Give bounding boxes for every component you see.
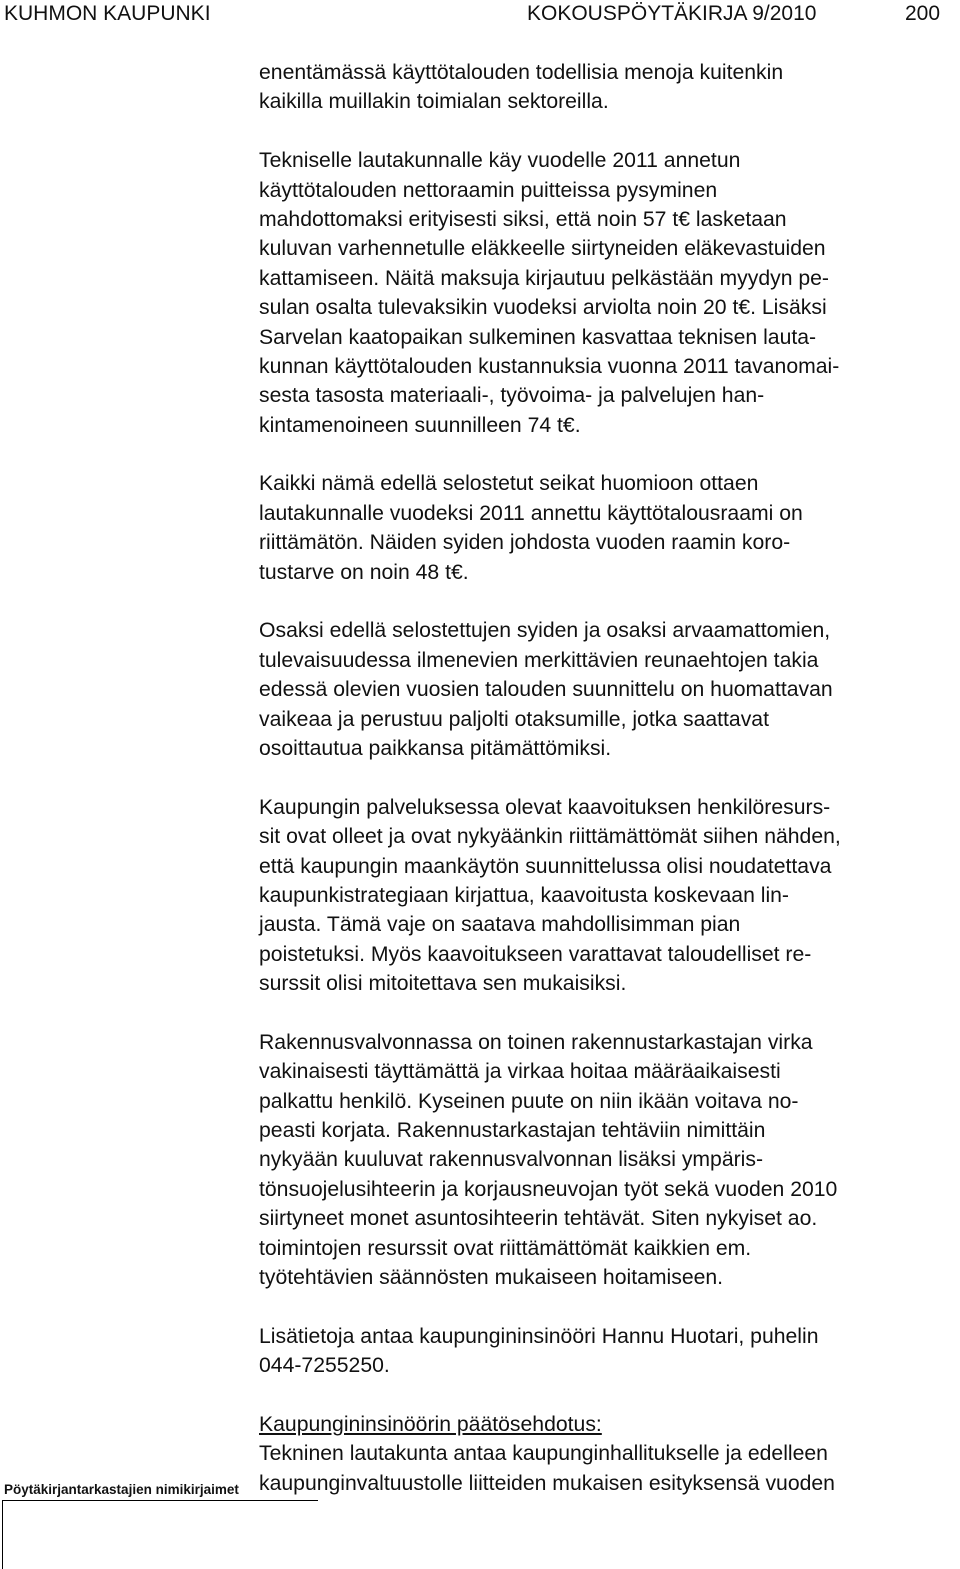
paragraph-gap (259, 1292, 959, 1321)
proposal-text-line: Tekninen lautakunta antaa kaupunginhallitukselle ja edelleen (259, 1442, 828, 1466)
text-line: enentämässä käyttötalouden todellisia menoja kuitenkin (259, 61, 784, 84)
proposal-text-line: kaupunginvaltuustolle liitteiden mukaisen esityksensä vuoden (259, 1471, 835, 1495)
paragraph (259, 1028, 959, 1293)
text-line: Lisätietoja antaa kaupungininsinööri Hannu Huotari, puhelin (259, 1324, 819, 1348)
paragraph-gap (259, 999, 959, 1028)
signature-label: Pöytäkirjantarkastajien nimikirjaimet (4, 1482, 239, 1497)
document-body (259, 58, 959, 1498)
text-line: riittämätön. Näiden syiden johdosta vuoden raamin koro- (259, 531, 791, 555)
text-line: Sarvelan kaatopaikan sulkeminen kasvattaa teknisen lauta- (259, 325, 817, 349)
text-line: että kaupungin maankäytön suunnittelussa olisi noudatettava (259, 854, 832, 878)
text-line: toimintojen resurssit ovat riittämättömät kaikkien em. (259, 1236, 752, 1260)
text-line: käyttötalouden nettoraamin puitteissa pysyminen (259, 178, 718, 202)
paragraph (259, 469, 959, 587)
text-line: Tekniselle lautakunnalle käy vuodelle 2011 annetun (259, 149, 741, 173)
proposal-heading: Kaupungininsinöörin päätösehdotus: (259, 1412, 602, 1436)
paragraph-gap (259, 763, 959, 792)
text-line: osoittautua paikkansa pitämättömiksi. (259, 736, 612, 760)
text-line: kattamiseen. Näitä maksuja kirjautuu pelkästään myydyn pe- (259, 266, 829, 290)
text-line: Kaikki nämä edellä selostetut seikat huomioon ottaen (259, 472, 759, 496)
paragraph (259, 616, 959, 763)
text-line: vakinaisesti täyttämättä ja virkaa hoitaa määräaikaisesti (259, 1060, 781, 1084)
signature-box (2, 1500, 318, 1569)
text-line: sit ovat olleet ja ovat nykyäänkin riittämättömät siihen nähden, (259, 825, 841, 849)
text-line: tönsuojelusihteerin ja korjausneuvojan työt sekä vuoden 2010 (259, 1177, 838, 1201)
text-line: työtehtävien säännösten mukaiseen hoitamiseen. (259, 1266, 724, 1290)
text-line: kintamenoineen suunnilleen 74 t€. (259, 413, 581, 437)
paragraph (259, 58, 959, 117)
text-line: Osaksi edellä selostettujen syiden ja osaksi arvaamattomien, (259, 619, 831, 643)
text-line: edessä olevien vuosien talouden suunnittelu on huomattavan (259, 678, 833, 702)
organization-name: KUHMON KAUPUNKI (4, 2, 211, 25)
paragraph (259, 146, 959, 440)
text-line: Rakennusvalvonnassa on toinen rakennustarkastajan virka (259, 1030, 813, 1054)
text-line: kaupunkistrategiaan kirjattua, kaavoitusta koskevaan lin- (259, 883, 789, 907)
page-number: 200 (905, 2, 941, 25)
text-line: kuluvan varhennetulle eläkkeelle siirtyneiden eläkevastuiden (259, 237, 826, 261)
text-line: mahdottomaksi erityisesti siksi, että noin 57 t€ lasketaan (259, 207, 787, 231)
text-line: lautakunnalle vuodeksi 2011 annettu käyttötalousraami on (259, 501, 803, 525)
text-line: tustarve on noin 48 t€. (259, 560, 469, 584)
text-line: siirtyneet monet asuntosihteerin tehtävät. Siten nykyiset ao. (259, 1207, 818, 1231)
text-line: tulevaisuudessa ilmenevien merkittävien reunaehtojen takia (259, 648, 819, 672)
proposal-section (259, 1410, 959, 1498)
text-line: sulan osalta tulevaksikin vuodeksi arviolta noin 20 t€. Lisäksi (259, 296, 827, 320)
text-line: 044-7255250. (259, 1354, 390, 1378)
paragraph (259, 1322, 959, 1381)
paragraph-gap (259, 117, 959, 146)
text-line: kaikilla muillakin toimialan sektoreilla. (259, 90, 609, 114)
text-line: Kaupungin palveluksessa olevat kaavoituksen henkilöresurs- (259, 795, 831, 819)
text-line: vaikeaa ja perustuu paljolti otaksumille, jotka saattavat (259, 707, 769, 731)
text-line: surssit olisi mitoitettava sen mukaisiksi. (259, 972, 627, 996)
page-header (0, 0, 960, 30)
paragraph-gap (259, 440, 959, 469)
paragraph-gap (259, 1381, 959, 1410)
text-line: jausta. Tämä vaje on saatava mahdollisimman pian (259, 913, 741, 937)
text-line: sesta tasosta materiaali-, työvoima- ja palvelujen han- (259, 384, 765, 408)
text-line: palkattu henkilö. Kyseinen puute on niin ikään voitava no- (259, 1089, 799, 1113)
paragraph-gap (259, 587, 959, 616)
text-line: kunnan käyttötalouden kustannuksia vuonna 2011 tavanomai- (259, 354, 840, 378)
document-title: KOKOUSPÖYTÄKIRJA 9/2010 (527, 2, 817, 25)
text-line: nykyään kuuluvat rakennusvalvonnan lisäksi ympäris- (259, 1148, 764, 1172)
text-line: peasti korjata. Rakennustarkastajan tehtäviin nimittäin (259, 1119, 766, 1143)
text-line: poistetuksi. Myös kaavoitukseen varattavat taloudelliset re- (259, 942, 812, 966)
paragraph (259, 793, 959, 999)
